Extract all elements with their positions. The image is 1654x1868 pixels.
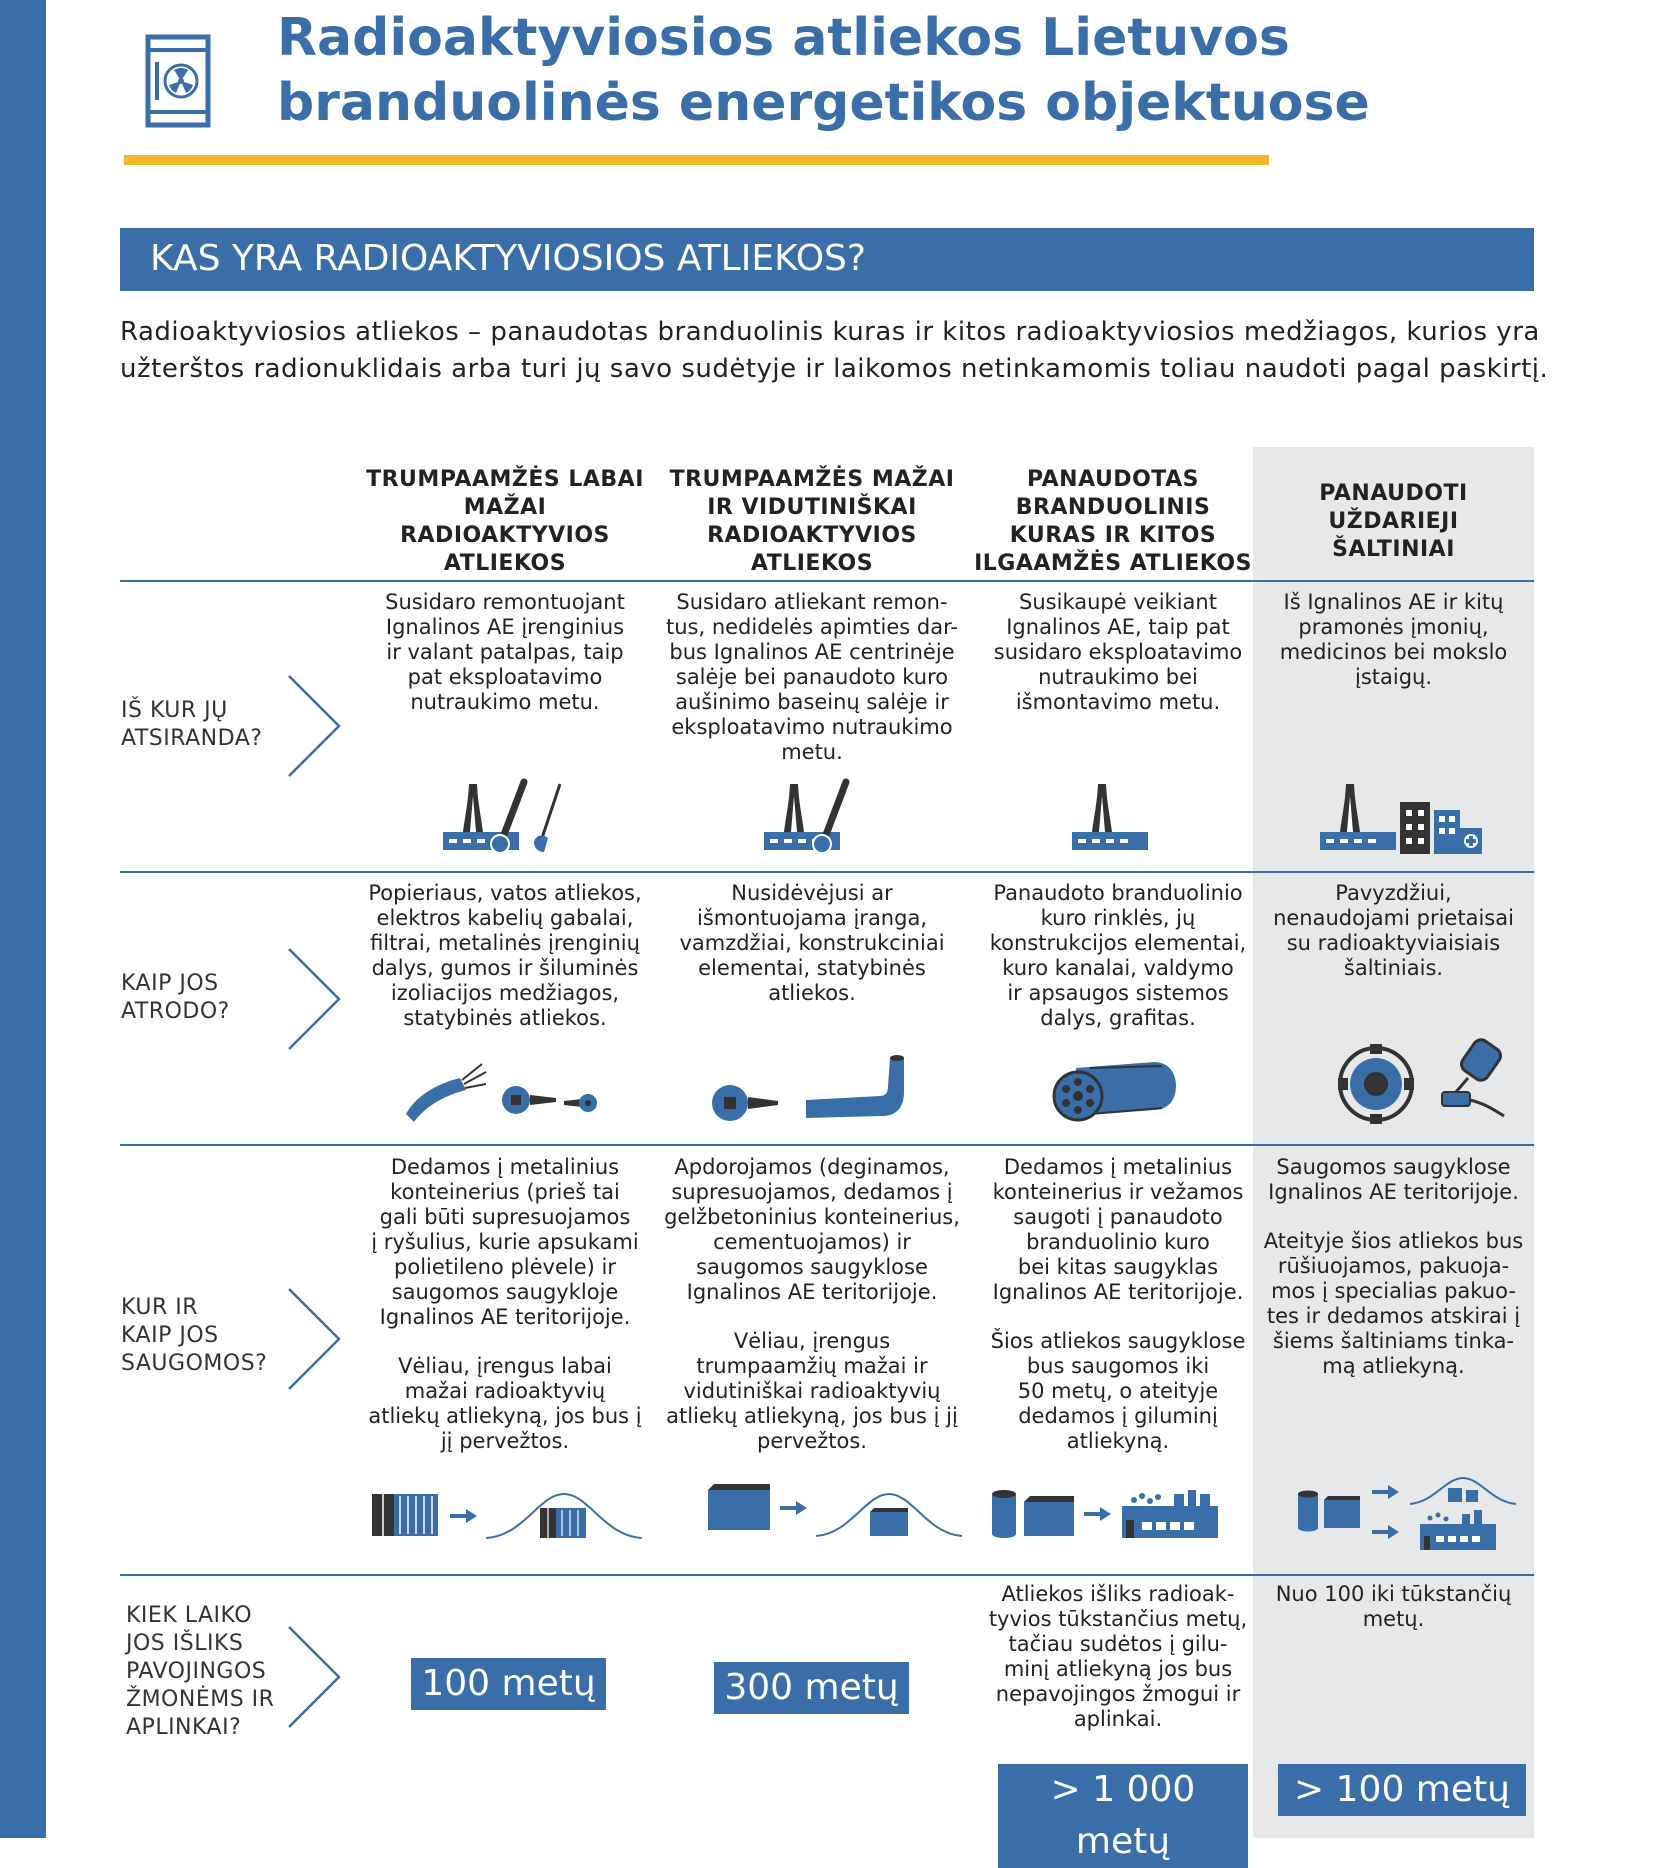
cell-text-line: salėje bei panaudoto kuro xyxy=(675,665,949,689)
cell-text-line: aplinkai. xyxy=(1073,1707,1163,1731)
cell-paragraph xyxy=(1253,881,1534,981)
cell-text-line: Ignalinos AE įrenginius xyxy=(385,615,625,639)
cell-text-line: gali būti supresuojamos xyxy=(379,1205,631,1229)
cell-text-line: gelžbetoninius konteinerius, xyxy=(664,1205,960,1229)
cell-text-line: polietileno plėvele) ir xyxy=(394,1255,616,1279)
cell-origin-low-intermediate xyxy=(652,590,972,789)
storage-facility-icon xyxy=(1118,1484,1222,1540)
cell-appearance-low-intermediate xyxy=(662,881,962,1030)
intro-line-2: užterštos radionuklidais arba turi jų savo sudėtyje ir laikomos netinkamomis toliau naudoti pagal paskirtį. xyxy=(120,354,1549,384)
cell-text-line: supresuojamos, dedamos į xyxy=(671,1180,953,1204)
bolt-icon xyxy=(562,1090,598,1116)
container-icon xyxy=(370,1492,440,1538)
industrial-building-icon xyxy=(1398,800,1432,856)
bolt-icon xyxy=(710,1080,782,1126)
cell-text-line: jį pervežtos. xyxy=(440,1429,570,1453)
cell-text-line: Ignalinos AE teritorijoje. xyxy=(992,1280,1244,1304)
cell-text-line: izoliacijos medžiagos, xyxy=(390,981,620,1005)
cell-text-line: nutraukimo bei xyxy=(1038,665,1198,689)
wrench-icon xyxy=(810,776,860,856)
arrow-right-icon xyxy=(1084,1506,1112,1522)
column-header-line: ŠALTINIAI xyxy=(1332,537,1455,562)
column-header-very-low-level xyxy=(355,466,655,578)
cell-text-line: mos į specialias pakuo- xyxy=(1271,1279,1516,1303)
column-header-line: TRUMPAAMŽĖS MAŽAI xyxy=(669,467,955,492)
cell-paragraph xyxy=(1253,1155,1534,1205)
row-label-line: PAVOJINGOS xyxy=(126,1659,267,1684)
cell-text-line: saugomos saugykloje xyxy=(391,1280,619,1304)
concrete-container-icon xyxy=(1022,1494,1076,1538)
cell-text-line: aušinimo baseinų salėje ir xyxy=(675,690,949,714)
cell-text-line: cementuojamos) ir xyxy=(713,1230,911,1254)
cell-text-line: bei kitas saugyklas xyxy=(1017,1255,1219,1279)
cell-paragraph xyxy=(1253,1229,1534,1379)
cell-text-line: ir apsaugos sistemos xyxy=(1007,981,1229,1005)
cell-paragraph xyxy=(350,1354,660,1454)
cell-text-line: Ignalinos AE, taip pat xyxy=(1006,615,1230,639)
row-label-line: JOS IŠLIKS xyxy=(126,1631,244,1656)
cell-paragraph xyxy=(652,1329,972,1454)
cell-text-line: tyvios tūkstančius metų, xyxy=(988,1607,1248,1631)
cell-text-line: bus saugomos iki xyxy=(1026,1354,1210,1378)
cell-text-line: branduolinio kuro xyxy=(1026,1230,1210,1254)
section-banner xyxy=(120,228,1534,291)
cell-appearance-very-low xyxy=(350,881,660,1055)
column-header-line: ATLIEKOS xyxy=(443,551,567,576)
cell-text-line: filtrai, metalinės įrenginių xyxy=(370,931,640,955)
cell-text-line: kuro rinklės, jų xyxy=(1040,906,1196,930)
cell-text-line: nepavojingos žmogui ir xyxy=(995,1682,1241,1706)
column-header-line: KURAS IR KITOS xyxy=(1009,523,1217,548)
cell-text-line: nutraukimo metu. xyxy=(410,690,600,714)
intro-paragraph xyxy=(120,314,1560,388)
cell-text-line: trumpaamžių mažai ir xyxy=(696,1354,928,1378)
column-header-line: MAŽAI xyxy=(463,495,547,520)
cell-text-line: konteinerius (prieš tai xyxy=(390,1180,620,1204)
radioactive-barrel-icon xyxy=(145,34,211,128)
cell-text-line: bus Ignalinos AE centrinėje xyxy=(669,640,955,664)
cell-paragraph xyxy=(350,1155,660,1330)
radiation-device-icon xyxy=(1336,1042,1418,1124)
cell-text-line: Popieriaus, vatos atliekos, xyxy=(368,881,642,905)
cell-origin-very-low xyxy=(355,590,655,739)
row-label-line: KAIP JOS xyxy=(121,1323,219,1348)
cell-text-line: dalys, gumos ir šiluminės xyxy=(371,956,639,980)
cell-storage-sealed-sources xyxy=(1253,1155,1534,1403)
cell-text-line: į ryšulius, kurie apsukami xyxy=(371,1230,639,1254)
arrow-right-icon xyxy=(1372,1484,1400,1500)
cell-text-line: Vėliau, įrengus xyxy=(733,1329,891,1353)
badge-over-100-years: > 100 metų xyxy=(1278,1764,1526,1816)
cell-paragraph xyxy=(973,1582,1263,1732)
cell-text-line: Saugomos saugyklose xyxy=(1276,1155,1511,1179)
column-header-line: PANAUDOTAS xyxy=(1027,467,1199,492)
cell-text-line: Iš Ignalinos AE ir kitų xyxy=(1283,590,1504,614)
cable-icon xyxy=(402,1058,488,1124)
column-header-line: TRUMPAAMŽĖS LABAI xyxy=(366,467,644,492)
bolt-icon xyxy=(500,1080,560,1120)
cell-hazard-sealed-sources xyxy=(1253,1582,1534,1656)
fuel-cask-icon xyxy=(1296,1490,1320,1532)
cell-text-line: Atliekos išliks radioak- xyxy=(1001,1582,1235,1606)
cell-paragraph xyxy=(973,590,1263,715)
row-label-line: ATRODO? xyxy=(121,999,230,1024)
row-label-line: KIEK LAIKO xyxy=(126,1603,253,1628)
cell-text-line: medicinos bei mokslo xyxy=(1279,640,1508,664)
cell-text-line: kuro kanalai, valdymo xyxy=(1002,956,1234,980)
row-label-origin xyxy=(121,697,262,753)
hospital-icon xyxy=(1432,808,1484,856)
cell-text-line: Apdorojamos (deginamos, xyxy=(674,1155,950,1179)
cell-paragraph xyxy=(662,881,962,1006)
cell-text-line: atliekyną. xyxy=(1066,1429,1170,1453)
cell-origin-spent-fuel xyxy=(973,590,1263,739)
column-header-line: PANAUDOTI xyxy=(1319,481,1468,506)
cell-text-line: Ignalinos AE teritorijoje. xyxy=(1268,1180,1519,1204)
cell-hazard-spent-fuel xyxy=(973,1582,1263,1756)
badge-over-1000-years: > 1 000 metų xyxy=(998,1764,1248,1868)
cell-paragraph xyxy=(968,881,1268,1031)
row-label-appearance xyxy=(121,970,230,1026)
cell-text-line: pramonės įmonių, xyxy=(1298,615,1489,639)
cell-origin-sealed-sources xyxy=(1253,590,1534,714)
cell-paragraph xyxy=(350,881,660,1031)
handheld-detector-icon xyxy=(1434,1034,1510,1126)
arrow-right-icon xyxy=(1372,1524,1400,1540)
column-header-line: BRANDUOLINIS xyxy=(1015,495,1211,520)
column-header-line: UŽDARIEJI xyxy=(1328,509,1459,534)
cell-text-line: metų. xyxy=(1362,1607,1425,1631)
cell-text-line: Susidaro atliekant remon- xyxy=(676,590,948,614)
cell-text-line: Vėliau, įrengus labai xyxy=(398,1354,612,1378)
cell-text-line: Susidaro remontuojant xyxy=(385,590,625,614)
storage-facility-icon xyxy=(1416,1506,1500,1552)
cell-text-line: elementai, statybinės xyxy=(698,956,926,980)
row-label-line: ATSIRANDA? xyxy=(121,726,263,751)
nuclear-plant-icon xyxy=(1318,776,1398,856)
cell-text-line: metu. xyxy=(781,740,843,764)
cell-paragraph xyxy=(968,1329,1268,1454)
cell-appearance-sealed-sources xyxy=(1253,881,1534,1005)
cell-text-line: su radioaktyviaisiais xyxy=(1286,931,1501,955)
cell-text-line: šaltiniais. xyxy=(1343,956,1444,980)
arrow-right-icon xyxy=(780,1500,808,1516)
column-header-sealed-sources xyxy=(1253,480,1534,564)
cell-paragraph xyxy=(652,1155,972,1305)
column-header-line: RADIOAKTYVIOS xyxy=(707,523,917,548)
cell-paragraph xyxy=(652,590,972,765)
column-header-spent-fuel xyxy=(973,466,1253,578)
cell-text-line: tus, nedidelės apimties dar- xyxy=(665,615,958,639)
row-label-line: KUR IR xyxy=(121,1295,198,1320)
cell-text-line: išmontavimo metu. xyxy=(1015,690,1221,714)
row-label-line: KAIP JOS xyxy=(121,971,219,996)
concrete-container-icon xyxy=(1322,1494,1362,1530)
title-line-1: Radioaktyviosios atliekos Lietuvos xyxy=(277,8,1290,68)
cell-text-line: saugomos saugyklose xyxy=(696,1255,928,1279)
cell-storage-spent-fuel xyxy=(968,1155,1268,1478)
cell-text-line: įstaigų. xyxy=(1354,665,1433,689)
cell-text-line: nenaudojami prietaisai xyxy=(1273,906,1514,930)
column-header-line: IR VIDUTINIŠKAI xyxy=(707,495,917,520)
cell-text-line: susidaro eksploatavimo xyxy=(993,640,1243,664)
intro-line-1: Radioaktyviosios atliekos – panaudotas branduolinis kuras ir kitos radioaktyviosios medžiagos, kurios yra xyxy=(120,317,1540,347)
row-divider xyxy=(120,871,1534,873)
cell-text-line: Nusidėvėjusi ar xyxy=(731,881,893,905)
badge-100-years: 100 metų xyxy=(411,1658,606,1710)
cell-text-line: Dedamos į metalinius xyxy=(1003,1155,1233,1179)
fuel-cask-icon xyxy=(990,1490,1018,1538)
row-divider xyxy=(120,1574,1534,1576)
cell-text-line: pat eksploatavimo xyxy=(407,665,603,689)
arrow-right-icon xyxy=(450,1508,478,1524)
cell-text-line: rūšiuojamos, pakuoja- xyxy=(1277,1254,1510,1278)
cell-text-line: elektros kabelių gabalai, xyxy=(376,906,634,930)
cell-text-line: eksploatavimo nutraukimo xyxy=(671,715,953,739)
column-header-line: ILGAAMŽĖS ATLIEKOS xyxy=(974,551,1252,576)
row-divider xyxy=(120,1144,1534,1146)
cell-text-line: minį atliekyną jos bus xyxy=(1003,1657,1233,1681)
cell-text-line: dalys, grafitas. xyxy=(1040,1006,1196,1030)
cell-text-line: atliekų atliekyną, jos bus į xyxy=(368,1404,642,1428)
cell-text-line: tačiau sudėtos į gilu- xyxy=(1008,1632,1228,1656)
column-header-low-intermediate xyxy=(662,466,962,578)
chevron-right-icon xyxy=(286,1286,342,1392)
cell-text-line: vidutiniškai radioaktyvių xyxy=(683,1379,941,1403)
cell-text-line: ir valant patalpas, taip xyxy=(386,640,624,664)
cell-text-line: konteinerius ir vežamos xyxy=(992,1180,1244,1204)
cell-text-line: tes ir dedamos atskirai į xyxy=(1266,1304,1521,1328)
concrete-container-icon xyxy=(706,1482,772,1532)
cell-text-line: dedamos į giluminį xyxy=(1018,1404,1218,1428)
cell-text-line: konstrukcijos elementai, xyxy=(989,931,1247,955)
cell-text-line: šiems šaltiniams tinka- xyxy=(1272,1329,1515,1353)
cell-text-line: atliekos. xyxy=(768,981,856,1005)
near-surface-repository-icon xyxy=(1408,1474,1518,1506)
cell-text-line: 50 metų, o ateityje xyxy=(1017,1379,1219,1403)
row-divider xyxy=(120,580,1534,582)
cell-paragraph xyxy=(968,1155,1268,1305)
row-label-line: ŽMONĖMS IR xyxy=(126,1687,275,1712)
cell-text-line: išmontuojama įranga, xyxy=(696,906,927,930)
cell-appearance-spent-fuel xyxy=(968,881,1268,1055)
title-line-2: branduolinės energetikos objektuose xyxy=(277,73,1370,133)
cell-storage-low-intermediate xyxy=(652,1155,972,1478)
column-header-line: RADIOAKTYVIOS xyxy=(400,523,610,548)
left-sidebar-bar xyxy=(0,0,46,1838)
cell-text-line: Nuo 100 iki tūkstančių xyxy=(1275,1582,1512,1606)
cell-text-line: Ateityje šios atliekos bus xyxy=(1263,1229,1524,1253)
cell-paragraph xyxy=(355,590,655,715)
cell-text-line: Ignalinos AE teritorijoje. xyxy=(686,1280,938,1304)
near-surface-repository-icon xyxy=(484,1490,644,1540)
row-label-line: SAUGOMOS? xyxy=(121,1351,268,1376)
cell-paragraph xyxy=(1253,590,1534,690)
pipe-icon xyxy=(800,1052,910,1124)
row-label-line: IŠ KUR JŲ xyxy=(121,698,228,723)
chevron-right-icon xyxy=(286,946,342,1052)
row-label-storage xyxy=(121,1294,267,1378)
section-heading: KAS YRA RADIOAKTYVIOSIOS ATLIEKOS? xyxy=(150,238,867,279)
cell-paragraph xyxy=(1253,1582,1534,1632)
cell-text-line: Dedamos į metalinius xyxy=(390,1155,620,1179)
cell-text-line: pervežtos. xyxy=(757,1429,867,1453)
cell-text-line: statybinės atliekos. xyxy=(403,1006,607,1030)
column-header-line: ATLIEKOS xyxy=(750,551,874,576)
broom-icon xyxy=(530,780,566,856)
fuel-rod-icon xyxy=(1050,1058,1180,1130)
row-label-hazard-duration xyxy=(126,1602,274,1742)
title-underline xyxy=(124,155,1269,165)
badge-300-years: 300 metų xyxy=(714,1662,909,1714)
page-title xyxy=(277,6,1370,136)
cell-text-line: mažai radioaktyvių xyxy=(404,1379,606,1403)
row-label-line: APLINKAI? xyxy=(126,1715,242,1740)
cell-text-line: Panaudoto branduolinio xyxy=(993,881,1243,905)
cell-storage-very-low xyxy=(350,1155,660,1478)
cell-text-line: Šios atliekos saugyklose xyxy=(990,1329,1246,1353)
chevron-right-icon xyxy=(286,673,342,779)
cell-text-line: mą atliekyną. xyxy=(1322,1354,1465,1378)
cell-text-line: Susikaupė veikiant xyxy=(1019,590,1217,614)
nuclear-plant-icon xyxy=(1070,776,1150,856)
cell-text-line: Ignalinos AE teritorijoje. xyxy=(379,1305,631,1329)
near-surface-repository-icon xyxy=(814,1490,964,1538)
cell-text-line: vamzdžiai, konstrukciniai xyxy=(679,931,945,955)
chevron-right-icon xyxy=(286,1624,342,1730)
cell-text-line: saugoti į panaudoto xyxy=(1013,1205,1223,1229)
cell-text-line: Pavyzdžiui, xyxy=(1335,881,1452,905)
cell-text-line: atliekų atliekyną, jos bus į jį xyxy=(666,1404,958,1428)
